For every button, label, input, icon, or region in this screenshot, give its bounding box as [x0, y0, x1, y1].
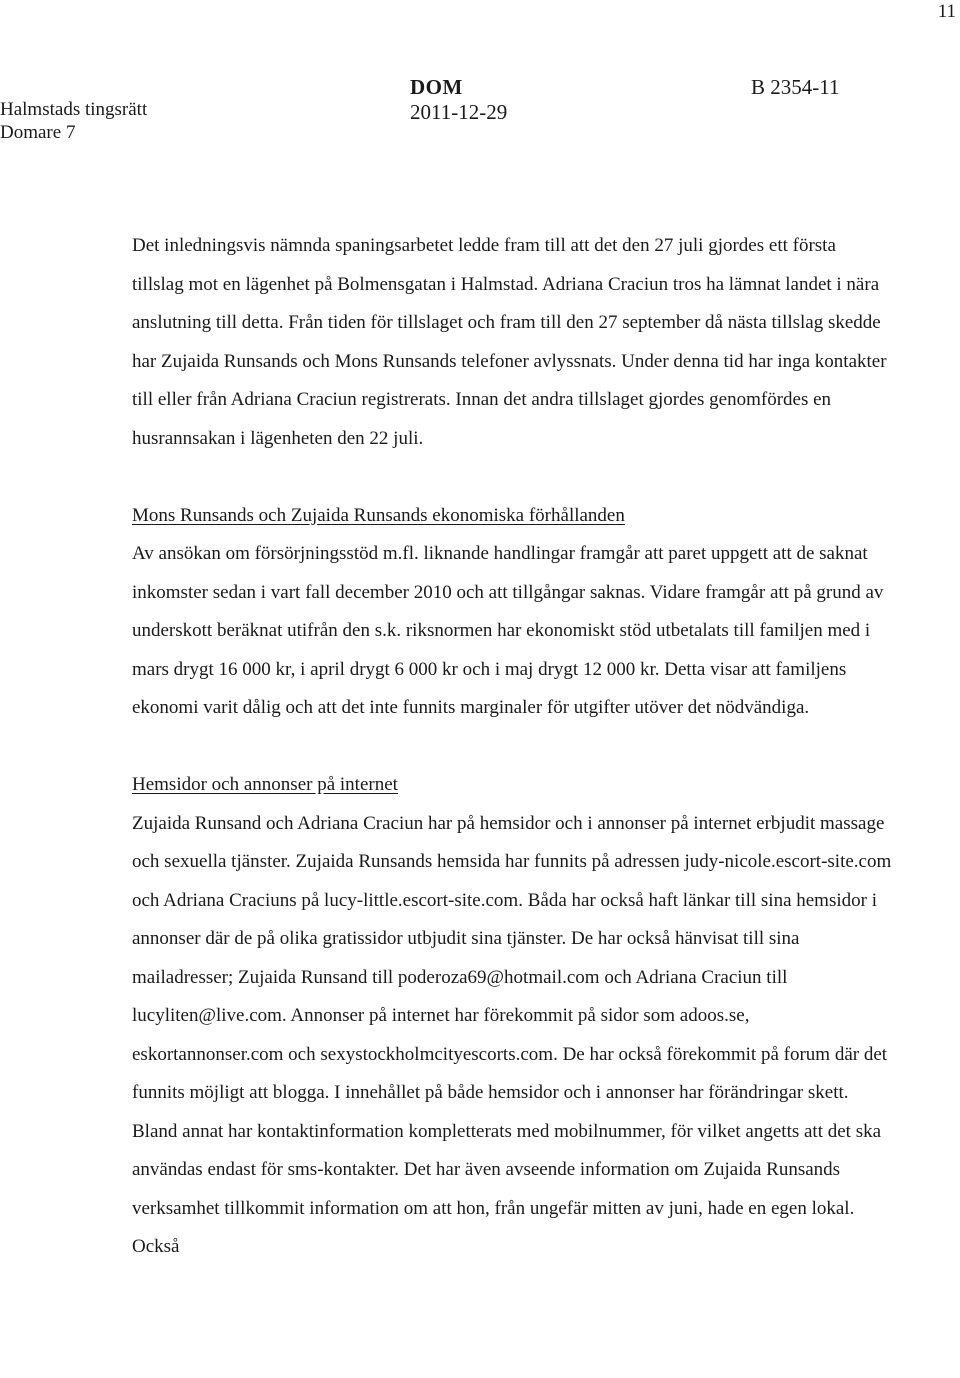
court-division: Domare 7 [0, 122, 76, 143]
paragraph-spaningsarbete: Det inledningsvis nämnda spaningsarbetet ledde fram till att det den 27 juli gjordes ett första tillslag mot en lägenhet på Bolmensgatan i Halmstad. Adriana Craciun tros ha lämnat landet i nära anslutning till detta. Från tiden för tillslaget och fram till den 27 september då nästa tillslag skedde har Zujaida Runsands och Mons Runsands telefoner avlyssnats. Under denna tid har inga kontakter till eller från Adriana Craciun registrerats. Innan det andra tillslaget gjordes genomfördes en husrannsakan i lägenheten den 22 juli. [132, 235, 887, 449]
section-heading-internet: Hemsidor och annonser på internet [132, 774, 398, 795]
paragraph-ekonomi: Av ansökan om försörjningsstöd m.fl. liknande handlingar framgår att paret uppgett att de saknat inkomster sedan i vart fall december 2010 och att tillgångar saknas. Vidare framgår att på grund av underskott beräknat utifrån den s.k. riksnormen har ekonomiskt stöd utbetalats till familjen med i mars drygt 16 000 kr, i april drygt 6 000 kr och i maj drygt 12 000 kr. Detta visar att familjens ekonomi varit dålig och att det inte funnits marginaler för utgifter utöver det nödvändiga. [132, 543, 884, 718]
court-name: Halmstads tingsrätt [0, 99, 148, 120]
document-date: 2011-12-29 [410, 100, 508, 124]
case-number: B 2354-11 [751, 75, 840, 99]
document-type: DOM [410, 75, 463, 99]
section-heading-ekonomi: Mons Runsands och Zujaida Runsands ekonomiska förhållanden [132, 504, 625, 526]
paragraph-internet: Zujaida Runsand och Adriana Craciun har på hemsidor och i annonser på internet erbjudit massage och sexuella tjänster. Zujaida Runsands hemsida har funnits på adressen judy-nicole.escort-site.com och Adriana Craciuns på lucy-little.escort-site.com. Båda har också haft länkar till sina hemsidor i annonser där de på olika gratissidor utbjudit sina tjänster. De har också hänvisat till sina mailadresser; Zujaida Runsand till poderoza69@hotmail.com och Adriana Craciun till lucyliten@live.com. Annonser på internet har förekommit på sidor som adoos.se, eskortannonser.com och sexystockholmcityescorts.com. De har också förekommit på forum där det funnits möjligt att blogga. I innehållet på både hemsidor och i annonser har förändringar skett. Bland annat har kontaktinformation kompletterats med mobilnummer, för vilket angetts att det ska användas endast för sms-kontakter. Det har även avseende information om Zujaida Runsands verksamhet tillkommit information om att hon, från ungefär mitten av juni, hade en egen lokal. Också [132, 812, 892, 1257]
document-body [132, 227, 892, 1267]
document-header [0, 72, 960, 142]
page-number: 11 [937, 1, 956, 22]
